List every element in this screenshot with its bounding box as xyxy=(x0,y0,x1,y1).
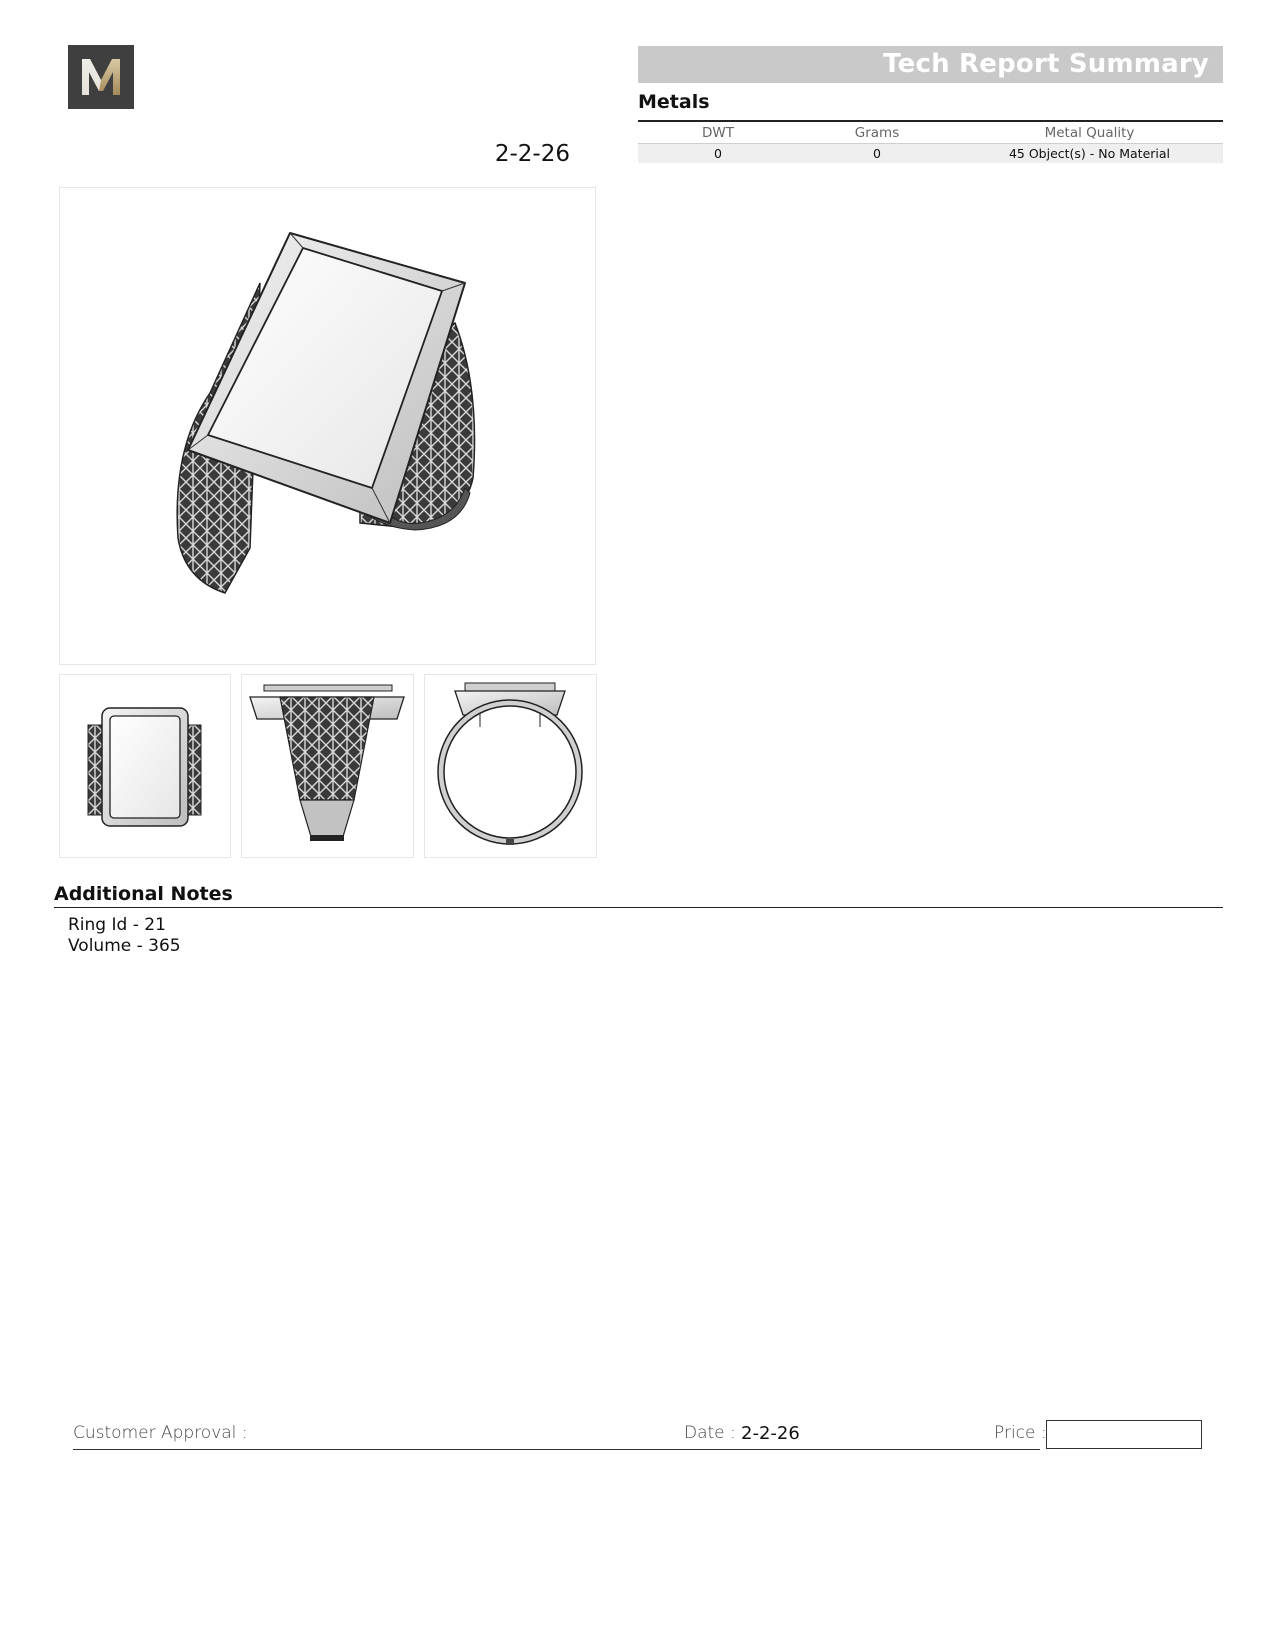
report-header-bar xyxy=(638,46,1223,83)
notes-list xyxy=(68,915,181,957)
column-header-grams: Grams xyxy=(798,121,956,144)
ring-side-view-image xyxy=(241,674,414,858)
column-header-metal-quality: Metal Quality xyxy=(956,121,1223,144)
notes-divider xyxy=(54,907,1223,908)
logo-m-icon xyxy=(68,45,134,109)
customer-approval-label: Customer Approval : xyxy=(73,1423,248,1443)
ring-top-view-image xyxy=(59,674,231,858)
ring-main-image xyxy=(59,187,596,665)
metals-table xyxy=(638,120,1223,163)
cell-dwt: 0 xyxy=(638,144,798,164)
footer-date-label: Date : xyxy=(684,1423,736,1443)
price-label: Price : xyxy=(994,1423,1047,1443)
signature-line xyxy=(73,1449,1040,1450)
cell-metal-quality: 45 Object(s) - No Material xyxy=(956,144,1223,164)
document-date: 2-2-26 xyxy=(494,141,570,167)
ring-front-view-image xyxy=(424,674,597,858)
table-header-row xyxy=(638,121,1223,144)
price-field[interactable] xyxy=(1046,1420,1202,1449)
list-item: Volume - 365 xyxy=(68,936,181,956)
company-logo xyxy=(68,45,134,109)
footer-date-value: 2-2-26 xyxy=(741,1423,800,1444)
notes-heading: Additional Notes xyxy=(54,883,233,905)
list-item: Ring Id - 21 xyxy=(68,915,166,935)
report-title: Tech Report Summary xyxy=(883,49,1209,79)
column-header-dwt: DWT xyxy=(638,121,798,144)
metals-heading: Metals xyxy=(638,91,710,113)
cell-grams: 0 xyxy=(798,144,956,164)
table-row xyxy=(638,144,1223,164)
